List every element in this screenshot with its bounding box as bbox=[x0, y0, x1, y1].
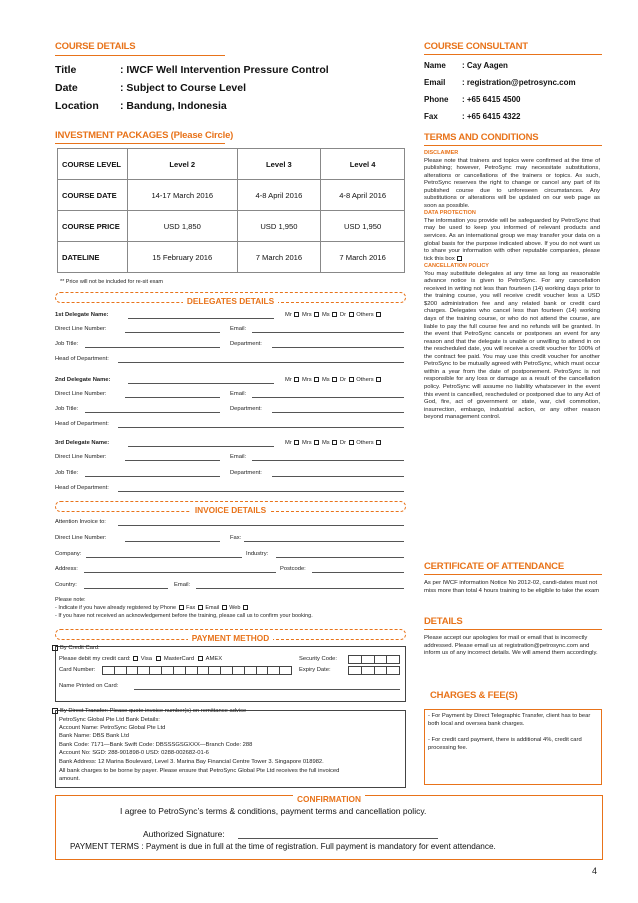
opt-out-checkbox[interactable] bbox=[457, 256, 462, 261]
bank-details-line: Account Name: PetroSync Global Pte Ltd bbox=[59, 725, 166, 731]
debit-label bbox=[59, 656, 222, 662]
table-row bbox=[58, 242, 405, 273]
table-cell: DATELINE bbox=[58, 242, 128, 273]
consultant-phone-label: Phone bbox=[424, 95, 449, 104]
card-number-label: Card Number: bbox=[59, 667, 96, 673]
direct-transfer-label: By Direct Transfer: Please quote invoice number(s) on remittance advice bbox=[60, 708, 247, 714]
payment-terms: PAYMENT TERMS : Payment is due in full at the time of registration. Full payment is mandatory for event attendance. bbox=[70, 842, 496, 851]
fax-label: Fax: bbox=[230, 535, 242, 541]
consultant-email-label: Email bbox=[424, 78, 446, 87]
bank-details-line: amount. bbox=[59, 776, 80, 782]
security-code-field[interactable] bbox=[348, 655, 400, 664]
title-mr: Mr bbox=[285, 312, 292, 318]
fax-checkbox[interactable] bbox=[198, 605, 203, 610]
debit-text: Please debit my credit card: bbox=[59, 656, 131, 662]
title-mr: Mr bbox=[285, 377, 292, 383]
title-dr: Dr bbox=[339, 377, 347, 383]
department-field[interactable] bbox=[272, 347, 404, 348]
resit-note: ** Price will not be included for re-sit exam bbox=[60, 279, 164, 285]
signature-field[interactable] bbox=[238, 838, 438, 839]
direct-line-label: Direct Line Number: bbox=[55, 454, 107, 460]
confirmation-heading-wrap bbox=[55, 789, 603, 807]
email-checkbox[interactable] bbox=[222, 605, 227, 610]
address-field[interactable] bbox=[84, 572, 276, 573]
title-dr: Dr bbox=[339, 312, 347, 318]
checkbox[interactable] bbox=[376, 312, 381, 317]
disclaimer-text: Please note that trainers and topics were confirmed at the time of publishing; however, PetroSync may necessitate substitutions, alterations or cancellations of the trainers or topics. As such, PetroSync reserves the right to change or cancel any part of its published course due to unforeseen circumstances. Any substitutions or alterations will be updated on our web page as soon as possible. bbox=[424, 157, 600, 209]
table-cell: USD 1,950 bbox=[237, 211, 321, 242]
consultant-fax-label: Fax bbox=[424, 112, 438, 121]
postcode-label: Postcode: bbox=[280, 566, 306, 572]
title-value: : IWCF Well Intervention Pressure Control bbox=[120, 64, 329, 76]
head-of-department-field[interactable] bbox=[118, 491, 404, 492]
country-field[interactable] bbox=[84, 588, 168, 589]
checkbox[interactable] bbox=[349, 377, 354, 382]
table-cell: COURSE LEVEL bbox=[58, 149, 128, 180]
consultant-fax-value: : +65 6415 4322 bbox=[462, 112, 521, 121]
charges-item: - For Payment by Direct Telegraphic Transfer, client has to bear both local and oversea bank charges. bbox=[428, 713, 591, 727]
delegate-2-title-options bbox=[285, 377, 382, 383]
signature-label: Authorized Signature: bbox=[143, 829, 225, 839]
course-details-underline bbox=[55, 55, 225, 56]
title-others: Others bbox=[356, 377, 374, 383]
location-value: : Bandung, Indonesia bbox=[120, 100, 227, 112]
charges-heading: CHARGES & FEE(S) bbox=[430, 690, 518, 701]
head-of-department-field[interactable] bbox=[118, 427, 404, 428]
invoice-email-field[interactable] bbox=[196, 588, 404, 589]
table-row bbox=[58, 211, 405, 242]
details-underline bbox=[424, 629, 602, 630]
checkbox[interactable] bbox=[314, 377, 319, 382]
table-cell: USD 1,850 bbox=[128, 211, 238, 242]
title-mrs: Mrs bbox=[302, 440, 312, 446]
job-title-field[interactable] bbox=[85, 476, 220, 477]
details-text: Please accept our apologies for mail or email that is incorrectly addressed. Please email us at registration@petrosync.com and inform us of any incorrect details. We will amend them accordingly. bbox=[424, 635, 598, 657]
invoice-banner bbox=[55, 501, 406, 515]
delegate-2-name-field[interactable] bbox=[128, 383, 274, 384]
date-label: Date bbox=[55, 82, 78, 94]
email-label: Email: bbox=[230, 391, 247, 397]
note-email: Email bbox=[205, 605, 220, 611]
checkbox[interactable] bbox=[376, 440, 381, 445]
phone-checkbox[interactable] bbox=[179, 605, 184, 610]
consultant-name-value: : Cay Aagen bbox=[462, 61, 508, 70]
investment-heading: INVESTMENT PACKAGES (Please Circle) bbox=[55, 130, 234, 141]
attention-field[interactable] bbox=[118, 525, 404, 526]
table-cell: Level 3 bbox=[237, 149, 321, 180]
title-ms: Ms bbox=[321, 440, 330, 446]
direct-line-field[interactable] bbox=[125, 460, 220, 461]
name-on-card-label: Name Printed on Card: bbox=[59, 683, 119, 689]
web-checkbox[interactable] bbox=[243, 605, 248, 610]
table-cell: USD 1,950 bbox=[321, 211, 405, 242]
delegate-3-title-options bbox=[285, 440, 382, 446]
bank-details-line: All bank charges to be borne by payer. Please ensure that PetroSync Global Pte Ltd receives the full invoiced bbox=[59, 768, 340, 774]
checkbox[interactable] bbox=[376, 377, 381, 382]
checkbox[interactable] bbox=[349, 440, 354, 445]
note-text: - Indicate if you have already registered by Phone bbox=[55, 605, 177, 611]
payment-heading: PAYMENT METHOD bbox=[188, 633, 273, 643]
head-of-department-label: Head of Department: bbox=[55, 421, 109, 427]
consultant-phone-value: : +65 6415 4500 bbox=[462, 95, 521, 104]
certificate-heading: CERTIFICATE OF ATTENDANCE bbox=[424, 561, 564, 572]
cancellation-heading: CANCELLATION POLICY bbox=[424, 263, 489, 270]
title-ms: Ms bbox=[321, 312, 330, 318]
card-number-field[interactable] bbox=[102, 666, 292, 675]
direct-line-field[interactable] bbox=[125, 332, 220, 333]
delegates-heading: DELEGATES DETAILS bbox=[183, 296, 278, 306]
checkbox[interactable] bbox=[294, 312, 299, 317]
bank-details-line: Account No: SGD: 288-901898-0 USD: 0288-002682-01-6 bbox=[59, 750, 209, 756]
table-cell: COURSE DATE bbox=[58, 180, 128, 211]
location-label: Location bbox=[55, 100, 99, 112]
terms-underline bbox=[424, 145, 602, 146]
email-field[interactable] bbox=[252, 460, 404, 461]
postcode-field[interactable] bbox=[312, 572, 404, 573]
cancellation-text: You may substitute delegates at any time as long as reasonable advance notice is given to PetroSync. For any cancellation received in writing not less than fourteen (14) working days prior to the training course, you will receive credit voucher less a USD $200 administration fee and any related bank or credit card charges. Delegates who cancel less than fourteen (14) working days of the training course, or who do not attend the course, are liable to pay the full course fee and no refunds will be granted. In the event that PetroSync cancels or postpones an event for any reason and that the delegate is unable or unwilling to attend in on the rescheduled date, you will receive a credit voucher for 100% of the contract fee paid. You may use this credit voucher for another PetroSync to be mutually agreed with PetroSync, which must occur within a year from the date of postponement. PetroSync is not responsible for any loss or damage as a result of the cancellation policy. PetroSync will assume no liability whatsoever in the event this event is cancelled, rescheduled or postponed due to any Act of God, fire, act of government or state, war, civil commotion, insurrection, embargo, industrial action, or any other reason beyond management control. bbox=[424, 270, 600, 421]
consultant-email-value[interactable]: : registration@petrosync.com bbox=[462, 78, 576, 87]
visa-checkbox[interactable] bbox=[133, 656, 138, 661]
payment-banner bbox=[55, 629, 406, 643]
title-others: Others bbox=[356, 312, 374, 318]
email-field[interactable] bbox=[252, 397, 404, 398]
email-label: Email: bbox=[230, 454, 247, 460]
direct-line-label: Direct Line Number: bbox=[55, 391, 107, 397]
bank-details-line: Bank Name: DBS Bank Ltd bbox=[59, 733, 129, 739]
amex-label: AMEX bbox=[205, 656, 223, 662]
table-cell: 4-8 April 2016 bbox=[321, 180, 405, 211]
title-label: Title bbox=[55, 64, 77, 76]
name-on-card-field[interactable] bbox=[134, 689, 400, 690]
investment-table bbox=[57, 148, 405, 273]
note-fax: Fax bbox=[186, 605, 196, 611]
page-number: 4 bbox=[592, 866, 598, 876]
table-cell: Level 4 bbox=[321, 149, 405, 180]
title-mrs: Mrs bbox=[302, 312, 312, 318]
job-title-field[interactable] bbox=[85, 347, 220, 348]
direct-transfer-checkbox[interactable] bbox=[52, 708, 58, 714]
job-title-label: Job Title: bbox=[55, 470, 79, 476]
delegate-2-name-label: 2nd Delegate Name: bbox=[55, 377, 111, 383]
department-label: Department: bbox=[230, 470, 262, 476]
bank-details-line: PetroSync Global Pte Ltd Bank Details: bbox=[59, 717, 160, 723]
address-label: Address: bbox=[55, 566, 78, 572]
delegate-3-name-label: 3rd Delegate Name: bbox=[55, 440, 110, 446]
checkbox[interactable] bbox=[314, 312, 319, 317]
industry-label: Industry: bbox=[246, 551, 269, 557]
invoice-heading: INVOICE DETAILS bbox=[191, 505, 270, 515]
title-mrs: Mrs bbox=[302, 377, 312, 383]
checkbox[interactable] bbox=[294, 377, 299, 382]
department-label: Department: bbox=[230, 341, 262, 347]
checkbox[interactable] bbox=[332, 440, 337, 445]
amex-checkbox[interactable] bbox=[198, 656, 203, 661]
security-code-label: Security Code: bbox=[299, 656, 338, 662]
consultant-heading: COURSE CONSULTANT bbox=[424, 41, 528, 52]
disclaimer-heading: DISCLAIMER bbox=[424, 150, 459, 156]
job-title-label: Job Title: bbox=[55, 341, 79, 347]
head-of-department-field[interactable] bbox=[118, 362, 404, 363]
title-mr: Mr bbox=[285, 440, 292, 446]
department-field[interactable] bbox=[272, 476, 404, 477]
delegate-1-name-field[interactable] bbox=[128, 318, 274, 319]
bank-details-line: Bank Address: 12 Marina Boulevard, Level 3. Marina Bay Financial Centre Tower 3. Singapore 018982. bbox=[59, 759, 324, 765]
department-label: Department: bbox=[230, 406, 262, 412]
title-dr: Dr bbox=[339, 440, 347, 446]
table-cell: Level 2 bbox=[128, 149, 238, 180]
title-ms: Ms bbox=[321, 377, 330, 383]
head-of-department-label: Head of Department: bbox=[55, 485, 109, 491]
terms-heading: TERMS AND CONDITIONS bbox=[424, 132, 539, 143]
table-header-row bbox=[58, 149, 405, 180]
industry-field[interactable] bbox=[276, 557, 404, 558]
checkbox[interactable] bbox=[349, 312, 354, 317]
bank-details-line: Bank Code: 7171—Bank Swift Code: DBSSSGSGXXX—Branch Code: 288 bbox=[59, 742, 253, 748]
certificate-underline bbox=[424, 574, 602, 575]
registered-by-note bbox=[55, 605, 249, 611]
terms-body bbox=[424, 150, 600, 422]
table-cell: COURSE PRICE bbox=[58, 211, 128, 242]
acknowledgement-note: - If you have not received an acknowledgement before the training, please call us to confirm your booking. bbox=[55, 613, 313, 619]
delegate-3-name-field[interactable] bbox=[128, 446, 274, 447]
expiry-date-label: Expiry Date: bbox=[299, 667, 331, 673]
email-field[interactable] bbox=[252, 332, 404, 333]
table-cell: 15 February 2016 bbox=[128, 242, 238, 273]
email-label: Email: bbox=[230, 326, 247, 332]
agreement-text: I agree to PetroSync’s terms & conditions, payment terms and cancellation policy. bbox=[120, 806, 427, 816]
checkbox[interactable] bbox=[314, 440, 319, 445]
mastercard-label: MasterCard bbox=[163, 656, 195, 662]
table-cell: 7 March 2016 bbox=[237, 242, 321, 273]
job-title-label: Job Title: bbox=[55, 406, 79, 412]
visa-label: Visa bbox=[140, 656, 152, 662]
company-label: Company: bbox=[55, 551, 82, 557]
certificate-text: As per IWCF information Notice No 2012-02, candi-dates must not miss more than total 4 hours training to be eligible to take the exam bbox=[424, 580, 600, 594]
charges-item: - For credit card payment, there is additional 4%, credit card processing fee. bbox=[428, 737, 582, 751]
title-others: Others bbox=[356, 440, 374, 446]
delegate-1-name-label: 1st Delegate Name: bbox=[55, 312, 109, 318]
consultant-underline bbox=[424, 54, 602, 55]
data-protection-text bbox=[424, 218, 600, 263]
invoice-direct-line-label: Direct Line Number: bbox=[55, 535, 107, 541]
direct-line-field[interactable] bbox=[125, 397, 220, 398]
fax-field[interactable] bbox=[244, 541, 404, 542]
confirmation-heading: CONFIRMATION bbox=[293, 794, 365, 804]
course-details-heading: COURSE DETAILS bbox=[55, 41, 136, 52]
table-cell: 14-17 March 2016 bbox=[128, 180, 238, 211]
please-note-title: Please note: bbox=[55, 597, 86, 603]
data-protection-heading: DATA PROTECTION bbox=[424, 210, 476, 217]
date-value: : Subject to Course Level bbox=[120, 82, 247, 94]
invoice-email-label: Email: bbox=[174, 582, 191, 588]
investment-underline bbox=[55, 143, 225, 144]
data-protection-body: The information you provide will be safeguarded by PetroSync that may be used to keep you informed of relevant products and services. As an international group we may transfer your data on a global basis for the purpose indicated above. If you do not want us to share your information with other reputable companies, please tick this box bbox=[424, 217, 600, 262]
checkbox[interactable] bbox=[332, 312, 337, 317]
head-of-department-label: Head of Department: bbox=[55, 356, 109, 362]
credit-card-label: By Credit Card: bbox=[60, 645, 100, 651]
expiry-date-field[interactable] bbox=[348, 666, 400, 675]
mastercard-checkbox[interactable] bbox=[156, 656, 161, 661]
table-cell: 4-8 April 2016 bbox=[237, 180, 321, 211]
job-title-field[interactable] bbox=[85, 412, 220, 413]
delegate-1-title-options bbox=[285, 312, 382, 318]
note-web: Web bbox=[229, 605, 241, 611]
credit-card-checkbox[interactable] bbox=[52, 645, 58, 651]
checkbox[interactable] bbox=[294, 440, 299, 445]
delegates-banner bbox=[55, 292, 406, 306]
company-field[interactable] bbox=[86, 557, 242, 558]
consultant-name-label: Name bbox=[424, 61, 446, 70]
direct-line-label: Direct Line Number: bbox=[55, 326, 107, 332]
checkbox[interactable] bbox=[332, 377, 337, 382]
table-cell: 7 March 2016 bbox=[321, 242, 405, 273]
country-label: Country: bbox=[55, 582, 77, 588]
table-row bbox=[58, 180, 405, 211]
invoice-direct-line-field[interactable] bbox=[125, 541, 220, 542]
attention-label: Attention Invoice to: bbox=[55, 519, 106, 525]
details-heading: DETAILS bbox=[424, 616, 463, 627]
department-field[interactable] bbox=[272, 412, 404, 413]
